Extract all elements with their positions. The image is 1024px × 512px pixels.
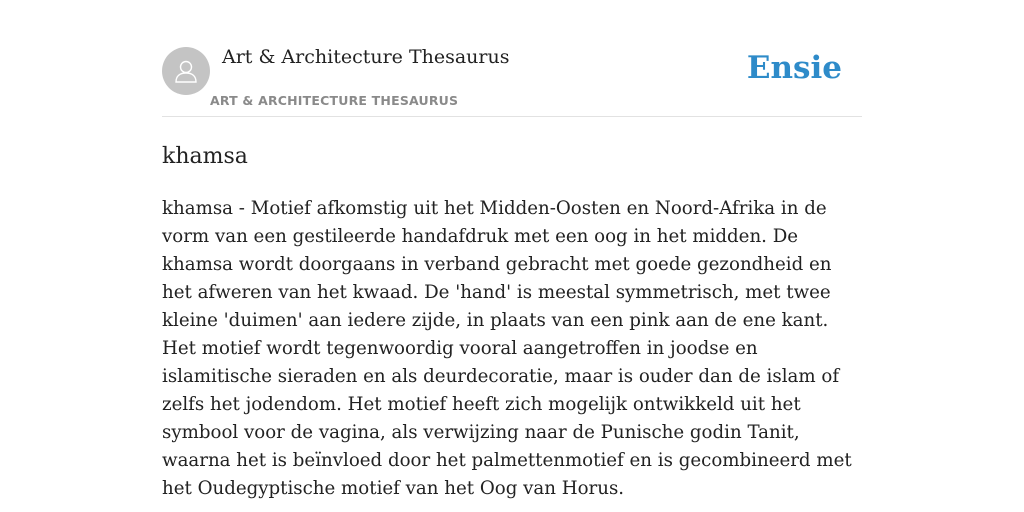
brand-logo[interactable]: Ensie — [746, 50, 842, 86]
page-header — [162, 0, 862, 117]
author-avatar[interactable] — [162, 47, 210, 95]
user-icon — [171, 56, 201, 86]
source-subtitle[interactable]: ART & ARCHITECTURE THESAURUS — [210, 93, 459, 108]
source-title[interactable]: Art & Architecture Thesaurus — [222, 46, 510, 68]
entry-definition: khamsa - Motief afkomstig uit het Midden-Oosten en Noord-Afrika in de vorm van een gestileerde handafdruk met een oog in het midden. De khamsa wordt doorgaans in verband gebracht met goede gezondheid en het afweren van het kwaad. De 'hand' is meestal symmetrisch, met twee kleine 'duimen' aan iedere zijde, in plaats van een pink aan de ene kant. Het motief wordt tegenwoordig vooral aangetroffen in joodse en islamitische sieraden en als deurdecoratie, maar is ouder dan de islam of zelfs het jodendom. Het motief heeft zich mogelijk ontwikkeld uit het symbool voor de vagina, als verwijzing naar de Punische godin Tanit, waarna het is beïnvloed door het palmettenmotief en is gecombineerd met het Oudegyptische motief van het Oog van Horus. — [162, 198, 852, 499]
entry-container — [162, 0, 862, 503]
entry-term: khamsa — [162, 144, 248, 169]
